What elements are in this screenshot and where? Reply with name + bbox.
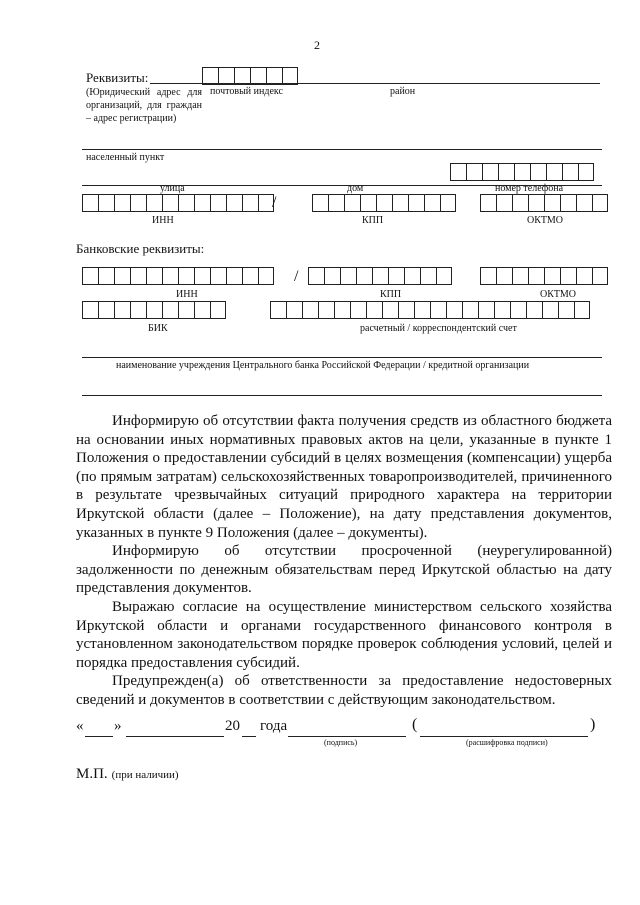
locality-label: населенный пункт xyxy=(86,152,165,163)
oktmo-label: ОКТМО xyxy=(527,215,563,226)
paragraph-1: Информирую об отсутствии факта получения средств из областного бюджета на основании иных нормативных правовых актов на цели, указанные в пункте 1 Положения о предоставлении субсидий в целях возмещения (компенсации) ущерба (по прямым затратам) сельскохозяйственных товаропроизводителей, причиненного в результате чрезвычайных ситуаций природного характера на территории Иркутской области (далее – Положение), на дату представления документов, указанных в пункте 9 Положения (далее – документы). xyxy=(76,413,612,541)
stamp-label: М.П. xyxy=(76,766,108,782)
bank-oktmo-label: ОКТМО xyxy=(540,289,576,300)
institution-line xyxy=(82,357,602,358)
body-text xyxy=(76,412,612,710)
institution-label: наименование учреждения Центрального банка Российской Федерации / кредитной организации xyxy=(116,360,530,371)
stamp-place xyxy=(76,765,179,783)
account-boxes[interactable] xyxy=(270,301,590,319)
paragraph-4: Предупрежден(а) об ответственности за предоставление недостоверных сведений и документов в соответствии с действующим законодательством. xyxy=(76,673,612,708)
locality-line xyxy=(82,149,602,150)
inn-boxes[interactable] xyxy=(82,194,277,212)
date-day-line[interactable] xyxy=(85,736,113,737)
paragraph-3: Выражаю согласие на осуществление министерством сельского хозяйства Иркутской области и органами государственного финансового контроля в установленном законодательством порядке проверок соблюдения условий, целей и порядка предоставления субсидий. xyxy=(76,598,612,671)
bank-oktmo-boxes[interactable] xyxy=(480,267,608,285)
date-year-suffix: года xyxy=(260,718,288,734)
bank-inn-boxes[interactable] xyxy=(82,267,274,285)
signature-line[interactable] xyxy=(288,736,406,737)
bank-kpp-boxes[interactable] xyxy=(308,267,452,285)
postal-index-label: почтовый индекс xyxy=(210,86,283,97)
decoding-line[interactable] xyxy=(420,736,588,737)
bik-label: БИК xyxy=(148,323,168,334)
date-year-prefix: 20 xyxy=(225,718,240,734)
oktmo-boxes[interactable] xyxy=(480,194,608,212)
stamp-note: (при наличии) xyxy=(111,769,179,781)
page-number: 2 xyxy=(314,38,320,52)
decoding-paren-close: ) xyxy=(590,716,596,733)
inn-kpp-slash: / xyxy=(272,194,277,211)
decoding-paren-open: ( xyxy=(412,716,418,733)
phone-label: номер телефона xyxy=(495,183,564,194)
street-label: улица xyxy=(160,183,185,194)
phone-boxes-top[interactable] xyxy=(450,163,594,181)
kpp-label: КПП xyxy=(362,215,384,226)
signature-label: (подпись) xyxy=(324,738,358,747)
inn-label: ИНН xyxy=(152,215,174,226)
bank-inn-kpp-slash: / xyxy=(294,268,299,285)
bank-inn-label: ИНН xyxy=(176,289,198,300)
district-label: район xyxy=(390,86,416,97)
decoding-label: (расшифровка подписи) xyxy=(466,738,548,747)
kpp-boxes[interactable] xyxy=(312,194,456,212)
date-month-line[interactable] xyxy=(126,736,224,737)
bank-kpp-label: КПП xyxy=(380,289,402,300)
requisites-title: Реквизиты: xyxy=(86,70,149,85)
bik-boxes[interactable] xyxy=(82,301,226,319)
date-quote-open: « xyxy=(76,718,84,734)
bank-title: Банковские реквизиты: xyxy=(76,241,205,256)
house-label: дом xyxy=(347,183,364,194)
institution-line-2 xyxy=(82,395,602,396)
address-note: (Юридический адрес для организаций, для граждан – адрес регистрации) xyxy=(86,87,202,124)
date-quote-close: » xyxy=(114,718,122,734)
postal-index-boxes[interactable] xyxy=(202,67,298,85)
paragraph-2: Информирую об отсутствии просроченной (неурегулированной) задолженности по денежным обязательствам перед Иркутской областью на дату представления документов. xyxy=(76,543,612,597)
date-year-line[interactable] xyxy=(242,736,256,737)
account-label: расчетный / корреспондентский счет xyxy=(360,323,517,334)
